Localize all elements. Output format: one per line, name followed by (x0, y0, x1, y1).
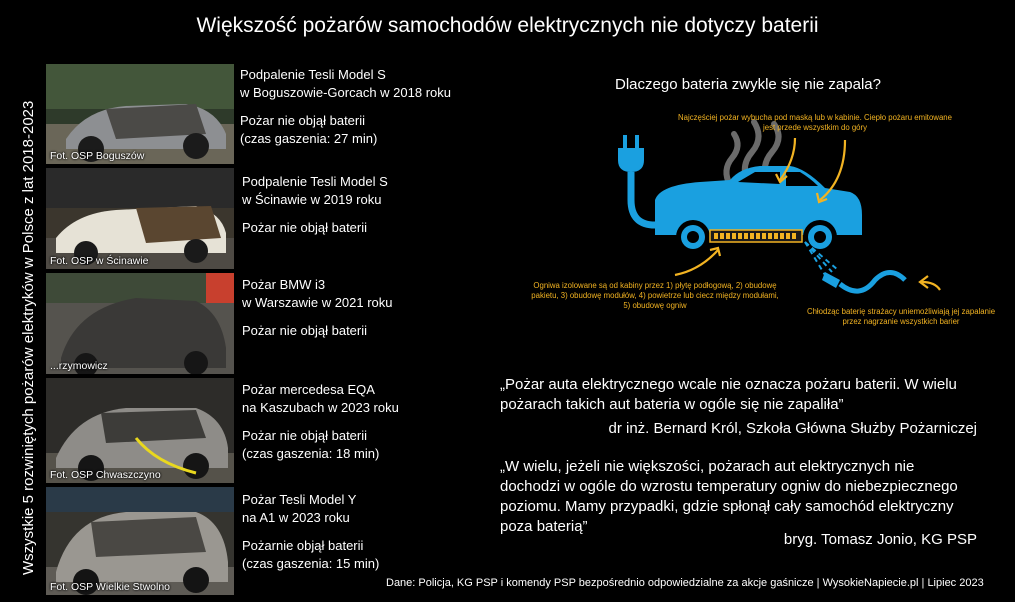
case-status: Pożar nie objął baterii (242, 220, 368, 235)
quote-line: poziomu. Mamy przypadki, gdzie spłonął cały samochód elektryczny (500, 498, 954, 515)
burned-car-image-2 (46, 168, 234, 269)
quote-line: „Pożar auta elektrycznego wcale nie oznacza pożaru baterii. W wielu (500, 376, 957, 393)
case-heading-line: Pożar BMW i3 (242, 277, 326, 292)
case-status: Pożarnie objął baterii (242, 538, 364, 553)
case-heading-line: Podpalenie Tesli Model S (240, 67, 386, 82)
case-heading-line: Pożar Tesli Model Y (242, 492, 357, 507)
case-4 (242, 381, 399, 463)
case-time: (czas gaszenia: 15 min) (242, 556, 380, 571)
burned-car-image-5 (46, 487, 234, 595)
burned-car-image-1 (46, 64, 234, 164)
fire-hose-icon (822, 272, 905, 291)
side-label: Wszystkie 5 rozwiniętych pożarów elektryków w Polsce z lat 2018-2023 (20, 100, 37, 575)
annotation-cell-isolation: Ogniwa izolowane są od kabiny przez 1) płytę podłogową, 2) obudowę pakietu, 3) obudowę modułów, 4) powietrze lub ciecz między modułami, 5) obudowę ogniw (531, 281, 779, 310)
case-status: Pożar nie objął baterii (242, 428, 368, 443)
source-footer: Dane: Policja, KG PSP i komendy PSP bezpośrednio odpowiedzialne za akcje gaśnicze | WysokieNapiecie.pl | Lipiec 2023 (386, 577, 984, 589)
photo-credit: Fot. OSP Chwaszczyno (50, 469, 161, 481)
case-time: (czas gaszenia: 18 min) (242, 446, 380, 461)
quote-author-2: bryg. Tomasz Jonio, KG PSP (783, 531, 977, 548)
case-5 (242, 491, 379, 573)
case-heading-line: w Boguszowie-Gorcach w 2018 roku (240, 85, 451, 100)
case-status: Pożar nie objął baterii (240, 113, 366, 128)
page-title: Większość pożarów samochodów elektrycznych nie dotyczy baterii (196, 14, 819, 37)
case-heading-line: na Kaszubach w 2023 roku (242, 400, 399, 415)
case-1 (240, 66, 451, 148)
case-2 (242, 173, 388, 237)
quote-line: poza baterią” (500, 518, 588, 535)
quote-line: „W wielu, jeżeli nie większości, pożarach aut elektrycznych nie (500, 458, 915, 475)
photo-4 (46, 378, 234, 483)
photo-credit: Fot. OSP w Ścinawie (50, 255, 149, 267)
burned-car-image-3 (46, 273, 234, 374)
case-3 (242, 276, 393, 340)
photo-credit: ...rzymowicz (50, 360, 108, 372)
case-heading-line: w Warszawie w 2021 roku (242, 295, 393, 310)
case-heading-line: Podpalenie Tesli Model S (242, 174, 388, 189)
case-time: (czas gaszenia: 27 min) (240, 131, 378, 146)
case-status: Pożar nie objął baterii (242, 323, 368, 338)
quote-1 (500, 375, 957, 415)
case-heading-line: w Ścinawie w 2019 roku (242, 192, 382, 207)
photo-credit: Fot. OSP Boguszów (50, 150, 145, 162)
photo-2 (46, 168, 234, 269)
quote-author-1: dr inż. Bernard Król, Szkoła Główna Służby Pożarniczej (608, 420, 977, 437)
photo-3 (46, 273, 234, 374)
case-heading-line: Pożar mercedesa EQA (242, 382, 375, 397)
annotation-cooling: Chłodząc baterię strażacy uniemożliwiają jej zapalanie przez nagrzanie wszystkich barier (806, 307, 996, 326)
charging-plug-icon (618, 135, 660, 225)
case-heading-line: na A1 w 2023 roku (242, 510, 350, 525)
photo-5 (46, 487, 234, 595)
quote-line: pożarach takich aut bateria w ogóle się nie zapaliła” (500, 396, 844, 413)
annotation-fire-origin: Najczęściej pożar wybucha pod maską lub w kabinie. Ciepło pożaru emitowane jest przede wszystkim do góry (678, 113, 952, 132)
burned-car-image-4 (46, 378, 234, 483)
diagram-title: Dlaczego bateria zwykle się nie zapala? (615, 76, 881, 93)
quote-2 (500, 457, 958, 537)
photo-credit: Fot. OSP Wielkie Stwolno (50, 581, 171, 593)
battery-pack-icon (710, 230, 802, 242)
photo-1 (46, 64, 234, 164)
quote-line: dochodzi w ogóle do wzrostu temperatury ogniw do niebezpiecznego (500, 478, 958, 495)
